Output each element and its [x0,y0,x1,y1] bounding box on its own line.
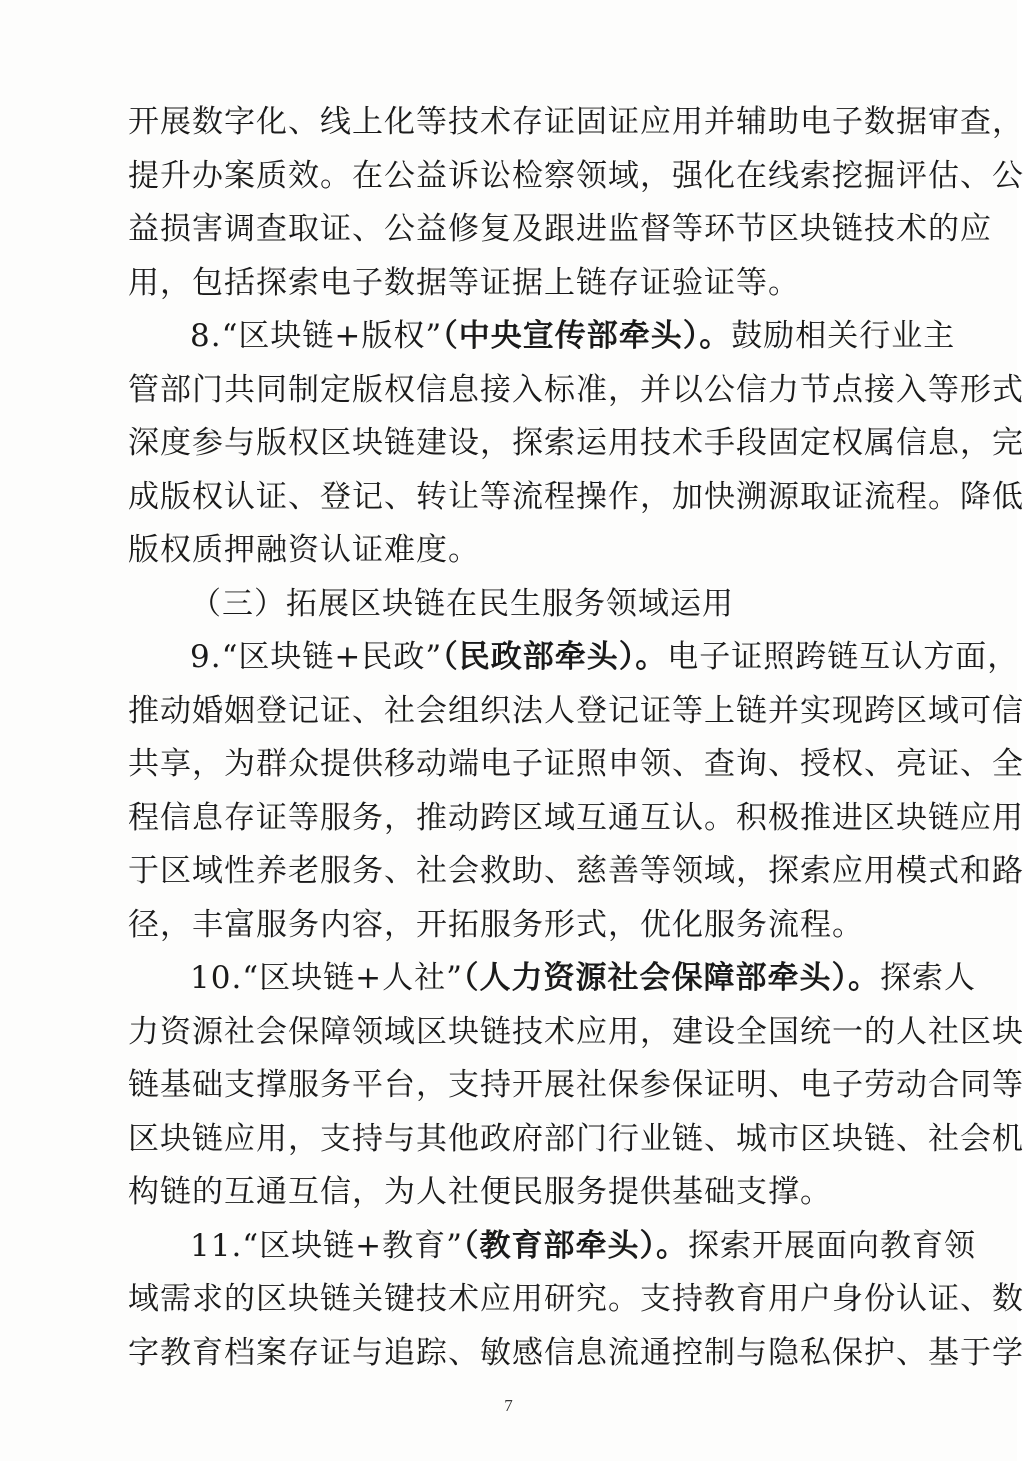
text-segment: 字教育档案存证与追踪、敏感信息流通控制与隐私保护、基于学 [128,1334,1024,1371]
text-segment: 鼓励相关行业主 [731,318,956,354]
text-line [128,257,928,311]
text-segment: 程信息存证等服务，推动跨区域互通互认。积极推进区块链应用 [128,799,1024,836]
text-line [128,96,1024,150]
text-line [128,845,1024,899]
text-segment: 11.“区块链+教育” [190,1227,463,1264]
text-segment: 10.“区块链+人社” [190,960,463,996]
text-segment: 探索开展面向教育领 [687,1227,976,1264]
text-segment: 深度参与版权区块链建设，探索运用技术手段固定权属信息，完 [128,425,1024,461]
text-line [128,1166,928,1220]
text-segment: 益损害调查取证、公益修复及跟进监督等环节区块链技术的应 [128,211,992,247]
section-heading [128,578,928,632]
text-segment: 成版权认证、登记、转让等流程操作，加快溯源取证流程。降低 [128,478,1024,515]
text-line [128,203,992,257]
text-line [128,1220,976,1274]
text-line [128,524,928,578]
text-line [128,899,928,953]
text-line [128,310,956,364]
text-line [128,738,1024,792]
text-line [128,364,1024,418]
text-segment: 开展数字化、线上化等技术存证固证应用并辅助电子数据审查， [128,104,1024,140]
text-segment: 用，包括探索电子数据等证据上链存证验证等。 [128,264,800,301]
text-line [128,1059,1024,1113]
text-line [128,1113,1024,1167]
text-segment: 推动婚姻登记证、社会组织法人登记证等上链并实现跨区域可信 [128,692,1024,729]
text-segment: 力资源社会保障领域区块链技术应用，建设全国统一的人社区块 [128,1013,1024,1050]
text-segment: 共享，为群众提供移动端电子证照申领、查询、授权、亮证、全 [128,746,1024,782]
text-segment: （三）拓展区块链在民生服务领域运用 [190,585,734,622]
lead-department: （教育部牵头）。 [462,1227,688,1264]
text-segment: 探索人 [879,960,976,996]
text-segment: 9.“区块链+民政” [190,639,443,675]
text-segment: 管部门共同制定版权信息接入标准，并以公信力节点接入等形式 [128,371,1024,408]
text-segment: 链基础支撑服务平台，支持开展社保参保证明、电子劳动合同等 [128,1067,1024,1103]
text-line [128,792,1024,846]
text-segment: 域需求的区块链关键技术应用研究。支持教育用户身份认证、数 [128,1281,1024,1317]
lead-department: （民政部牵头）。 [442,639,668,675]
text-line [128,471,1024,525]
text-line [128,150,1024,204]
text-segment: 径，丰富服务内容，开拓服务形式，优化服务流程。 [128,906,864,943]
text-line [128,1006,1024,1060]
page-number: 7 [504,1396,513,1415]
text-line [128,417,1024,471]
text-segment: 提升办案质效。在公益诉讼检察领域，强化在线索挖掘评估、公 [128,157,1024,194]
text-segment: 电子证照跨链互认方面， [667,639,1020,675]
text-line [128,1273,1024,1327]
lead-department: （人力资源社会保障部牵头）。 [462,960,880,996]
text-segment: 构链的互通互信，为人社便民服务提供基础支撑。 [128,1174,832,1210]
lead-department: （中央宣传部牵头）。 [442,318,732,354]
text-segment: 于区域性养老服务、社会救助、慈善等领域，探索应用模式和路 [128,853,1024,889]
text-segment: 版权质押融资认证难度。 [128,532,480,568]
text-line [128,631,1020,685]
text-segment: 区块链应用，支持与其他政府部门行业链、城市区块链、社会机 [128,1120,1024,1157]
text-segment: 8.“区块链+版权” [190,318,443,354]
text-line [128,685,1024,739]
body-text [128,96,1024,1380]
text-line [128,952,976,1006]
text-line [128,1327,1024,1381]
